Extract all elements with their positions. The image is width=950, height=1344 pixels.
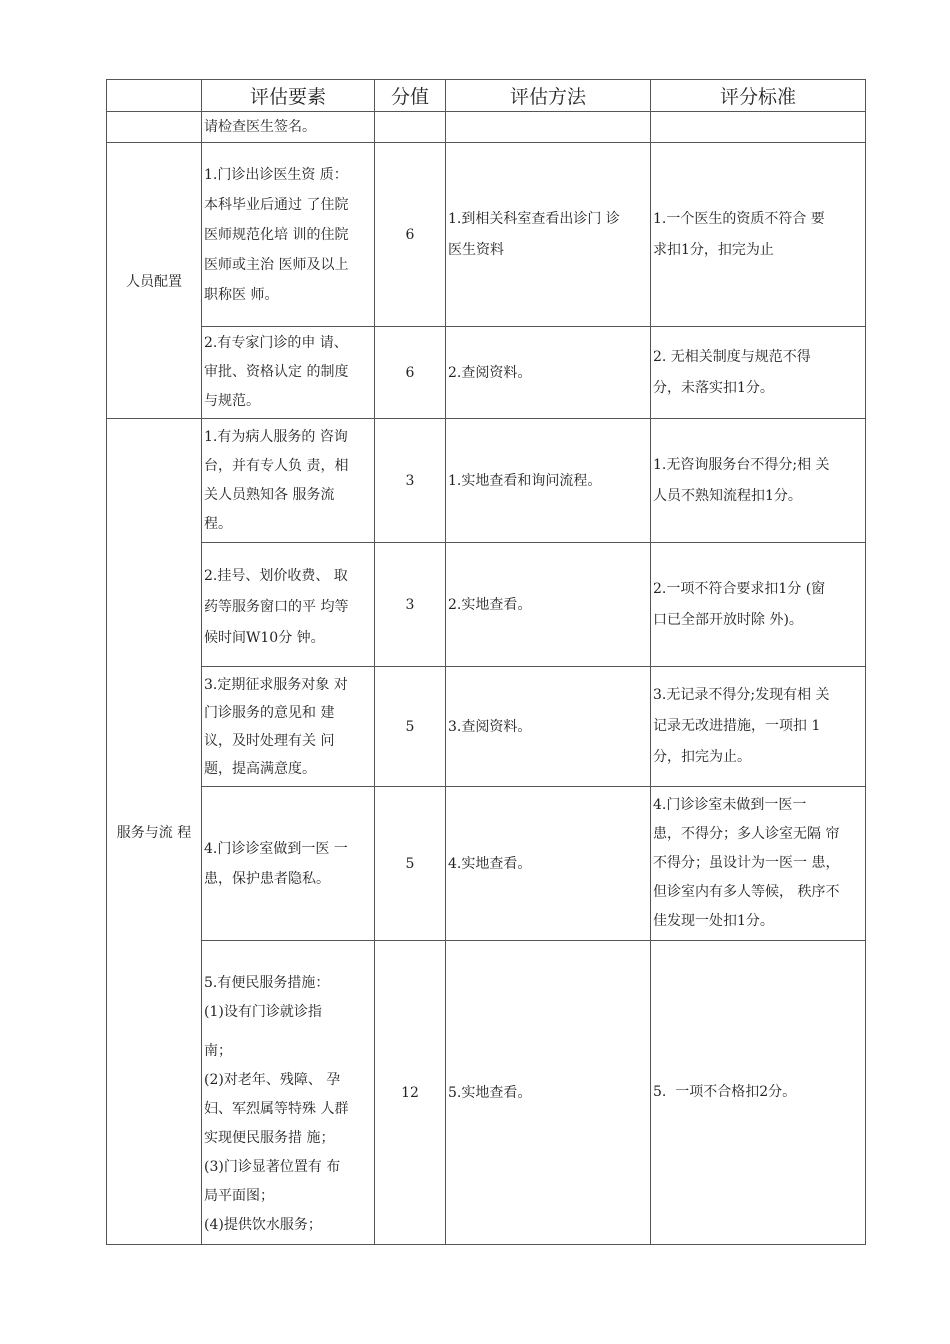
requirement-line: (2)对老年、残障、 孕 (204, 1072, 341, 1088)
requirement-line: 1.有为病人服务的 咨询 (204, 428, 348, 445)
method-line: 4.实地查看。 (448, 855, 532, 872)
requirement-line: 请检查医生签名。 (204, 119, 316, 135)
method-cell (446, 327, 651, 419)
table-row (107, 667, 866, 787)
score-cell: 3 (375, 543, 446, 667)
table-row (107, 419, 866, 543)
requirement-line: 药等服务窗口的平 均等 (204, 599, 349, 615)
standard-cell (651, 112, 866, 143)
requirement-line: 3.定期征求服务对象 对 (204, 676, 348, 693)
requirement-line: 审批、资格认定 的制度 (204, 364, 349, 380)
table-row (107, 327, 866, 419)
requirement-cell (202, 419, 375, 543)
method-cell (446, 941, 651, 1245)
method-line: 1.到相关科室查看出诊门 诊 (448, 210, 620, 227)
standard-line: 求扣1分，扣完为止 (653, 241, 774, 258)
requirement-line: 5.有便民服务措施： (204, 975, 330, 991)
table-row (107, 787, 866, 941)
header-method: 评估方法 (446, 80, 651, 112)
standard-cell (651, 543, 866, 667)
spacer (204, 1027, 371, 1037)
header-standard: 评分标准 (651, 80, 866, 112)
requirement-line: 台，并有专人负 责，相 (204, 457, 349, 474)
requirement-line: 本科毕业后通过 了住院 (204, 196, 349, 213)
score-cell: 5 (375, 667, 446, 787)
requirement-line: 2.有专家门诊的申 请、 (204, 335, 348, 351)
standard-line: 分，未落实扣1分。 (653, 379, 774, 396)
requirement-cell (202, 787, 375, 941)
standard-line: 口已全部开放时除 外)。 (653, 611, 803, 628)
requirement-line: 妇、军烈属等特殊 人群 (204, 1101, 349, 1117)
requirement-cell (202, 112, 375, 143)
requirement-cell (202, 143, 375, 327)
evaluation-table (106, 79, 866, 1245)
standard-cell (651, 327, 866, 419)
score-cell: 3 (375, 419, 446, 543)
method-line: 2.查阅资料。 (448, 364, 532, 381)
standard-line: 记录无改进措施，一项扣 1 (653, 718, 821, 734)
category-cell: 人员配置 (107, 143, 202, 419)
table-row (107, 112, 866, 143)
requirement-line: 实现便民服务措 施； (204, 1130, 335, 1146)
method-cell (446, 543, 651, 667)
requirement-cell (202, 941, 375, 1245)
score-cell: 6 (375, 143, 446, 327)
standard-line: 1.无咨询服务台不得分;相 关 (653, 456, 830, 473)
method-cell (446, 787, 651, 941)
method-cell (446, 667, 651, 787)
category-cell (107, 112, 202, 143)
standard-line: 人员不熟知流程扣1分。 (653, 487, 802, 504)
score-cell: 6 (375, 327, 446, 419)
standard-cell (651, 941, 866, 1245)
requirement-line: (4)提供饮水服务； (204, 1217, 322, 1233)
standard-line: 4.门诊诊室未做到一医一 (653, 797, 807, 813)
standard-line: 3.无记录不得分;发现有相 关 (653, 687, 830, 703)
method-line: 3.查阅资料。 (448, 718, 532, 735)
method-cell (446, 419, 651, 543)
requirement-line: 医师或主治 医师及以上 (204, 256, 349, 273)
requirement-line: 局平面图； (204, 1188, 274, 1204)
header-elements: 评估要素 (202, 80, 375, 112)
requirement-line: 门诊服务的意见和 建 (204, 704, 335, 721)
requirement-cell (202, 667, 375, 787)
requirement-line: 2.挂号、划价收费、 取 (204, 568, 348, 584)
method-line: 5.实地查看。 (448, 1084, 532, 1101)
standard-line: 1.一个医生的资质不符合 要 (653, 210, 825, 227)
score-cell (375, 112, 446, 143)
requirement-line: 医师规范化培 训的住院 (204, 226, 349, 243)
requirement-line: 关人员熟知各 服务流 (204, 486, 335, 503)
standard-cell (651, 419, 866, 543)
requirement-cell (202, 543, 375, 667)
requirement-line: 职称医 师。 (204, 286, 279, 303)
requirement-line: (3)门诊显著位置有 布 (204, 1159, 341, 1175)
table-row (107, 143, 866, 327)
method-line: 1.实地查看和询问流程。 (448, 472, 602, 489)
requirement-cell (202, 327, 375, 419)
standard-cell (651, 667, 866, 787)
standard-line: 佳发现一处扣1分。 (653, 913, 774, 929)
method-line: 2.实地查看。 (448, 596, 532, 613)
requirement-line: 题，提高满意度。 (204, 760, 316, 777)
requirement-line: 1.门诊出诊医生资 质： (204, 166, 348, 183)
score-cell: 5 (375, 787, 446, 941)
standard-line: 2. 无相关制度与规范不得 (653, 348, 811, 365)
standard-cell (651, 787, 866, 941)
requirement-line: 南； (204, 1043, 232, 1059)
method-cell (446, 112, 651, 143)
standard-line: 但诊室内有多人等候， 秩序不 (653, 884, 840, 900)
header-category (107, 80, 202, 112)
method-cell (446, 143, 651, 327)
standard-cell (651, 143, 866, 327)
score-cell: 12 (375, 941, 446, 1245)
requirement-line: 与规范。 (204, 393, 260, 409)
standard-line: 分，扣完为止。 (653, 749, 751, 765)
table-row (107, 543, 866, 667)
header-score: 分值 (375, 80, 446, 112)
standard-line: 5. 一项不合格扣2分。 (653, 1084, 797, 1100)
requirement-line: 议，及时处理有关 问 (204, 732, 335, 749)
table-header-row (107, 80, 866, 112)
standard-line: 不得分；虽设计为一医一 患， (653, 855, 840, 871)
requirement-line: 4.门诊诊室做到一医 一 (204, 840, 348, 857)
table-row (107, 941, 866, 1245)
standard-line: 2.一项不符合要求扣1分 (窗 (653, 580, 826, 597)
requirement-line: 患，保护患者隐私。 (204, 870, 330, 887)
category-cell: 服务与流 程 (107, 419, 202, 1245)
requirement-line: (1)设有门诊就诊指 (204, 1004, 322, 1020)
standard-line: 患，不得分；多人诊室无隔 帘 (653, 826, 840, 842)
requirement-line: 候时间W10分 钟。 (204, 630, 325, 646)
requirement-line: 程。 (204, 515, 232, 532)
method-line: 医生资料 (448, 241, 504, 258)
